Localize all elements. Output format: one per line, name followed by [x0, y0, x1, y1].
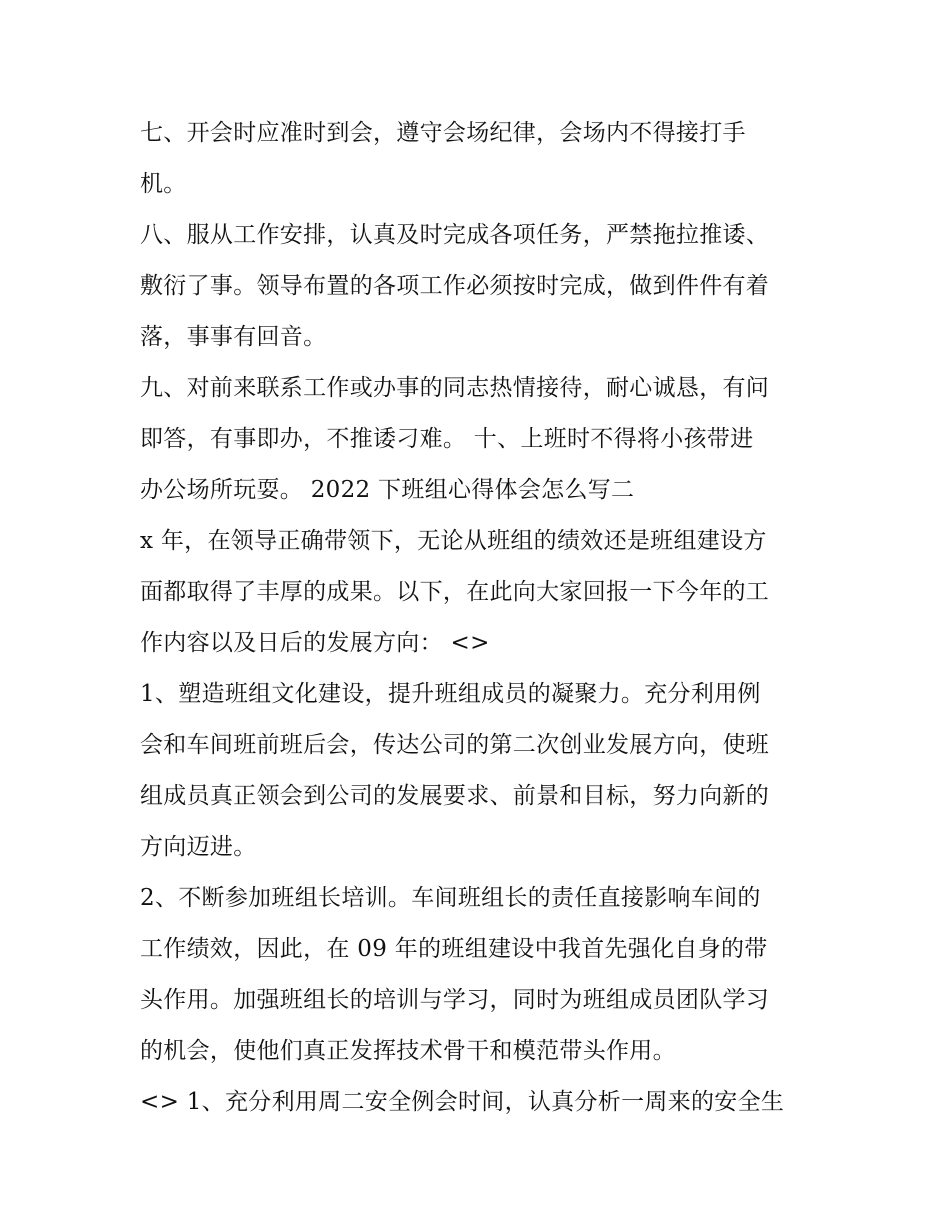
text-line: 敷衍了事。领导布置的各项工作必须按时完成，做到件件有着 [140, 273, 770, 299]
text-line: 头作用。加强班组长的培训与学习，同时为班组成员团队学习 [140, 987, 770, 1013]
text-line: 八、服从工作安排，认真及时完成各项任务，严禁拖拉推诿、 [140, 222, 770, 248]
text-line: 面都取得了丰厚的成果。以下，在此向大家回报一下今年的工 [140, 579, 770, 605]
text-line: 即答，有事即办，不推诿刁难。 十、上班时不得将小孩带进 [140, 426, 754, 452]
text-line: 的机会，使他们真正发挥技术骨干和模范带头作用。 [140, 1038, 676, 1064]
text-line: x 年，在领导正确带领下，无论从班组的绩效还是班组建设方 [140, 528, 767, 554]
text-line: 落，事事有回音。 [140, 324, 327, 350]
document-body [140, 108, 820, 1128]
text-line: 办公场所玩耍。 2022 下班组心得体会怎么写二 [140, 477, 635, 503]
text-line: 九、对前来联系工作或办事的同志热情接待，耐心诚恳，有问 [140, 375, 770, 401]
text-line: 2、不断参加班组长培训。车间班组长的责任直接影响车间的 [140, 885, 761, 911]
text-line: 1、塑造班组文化建设，提升班组成员的凝聚力。充分利用例 [140, 681, 761, 707]
text-line: <> 1、充分利用周二安全例会时间，认真分析一周来的安全生 [140, 1089, 785, 1115]
text-line: 会和车间班前班后会，传达公司的第二次创业发展方向，使班 [140, 732, 770, 758]
text-line: 方向迈进。 [140, 834, 257, 860]
text-line: 组成员真正领会到公司的发展要求、前景和目标，努力向新的 [140, 783, 770, 809]
text-line: 七、开会时应准时到会，遵守会场纪律，会场内不得接打手 [140, 120, 746, 146]
text-line: 机。 [140, 171, 187, 197]
text-line: 作内容以及日后的发展方向： <> [140, 630, 490, 656]
text-line: 工作绩效，因此，在 09 年的班组建设中我首先强化自身的带 [140, 936, 768, 962]
